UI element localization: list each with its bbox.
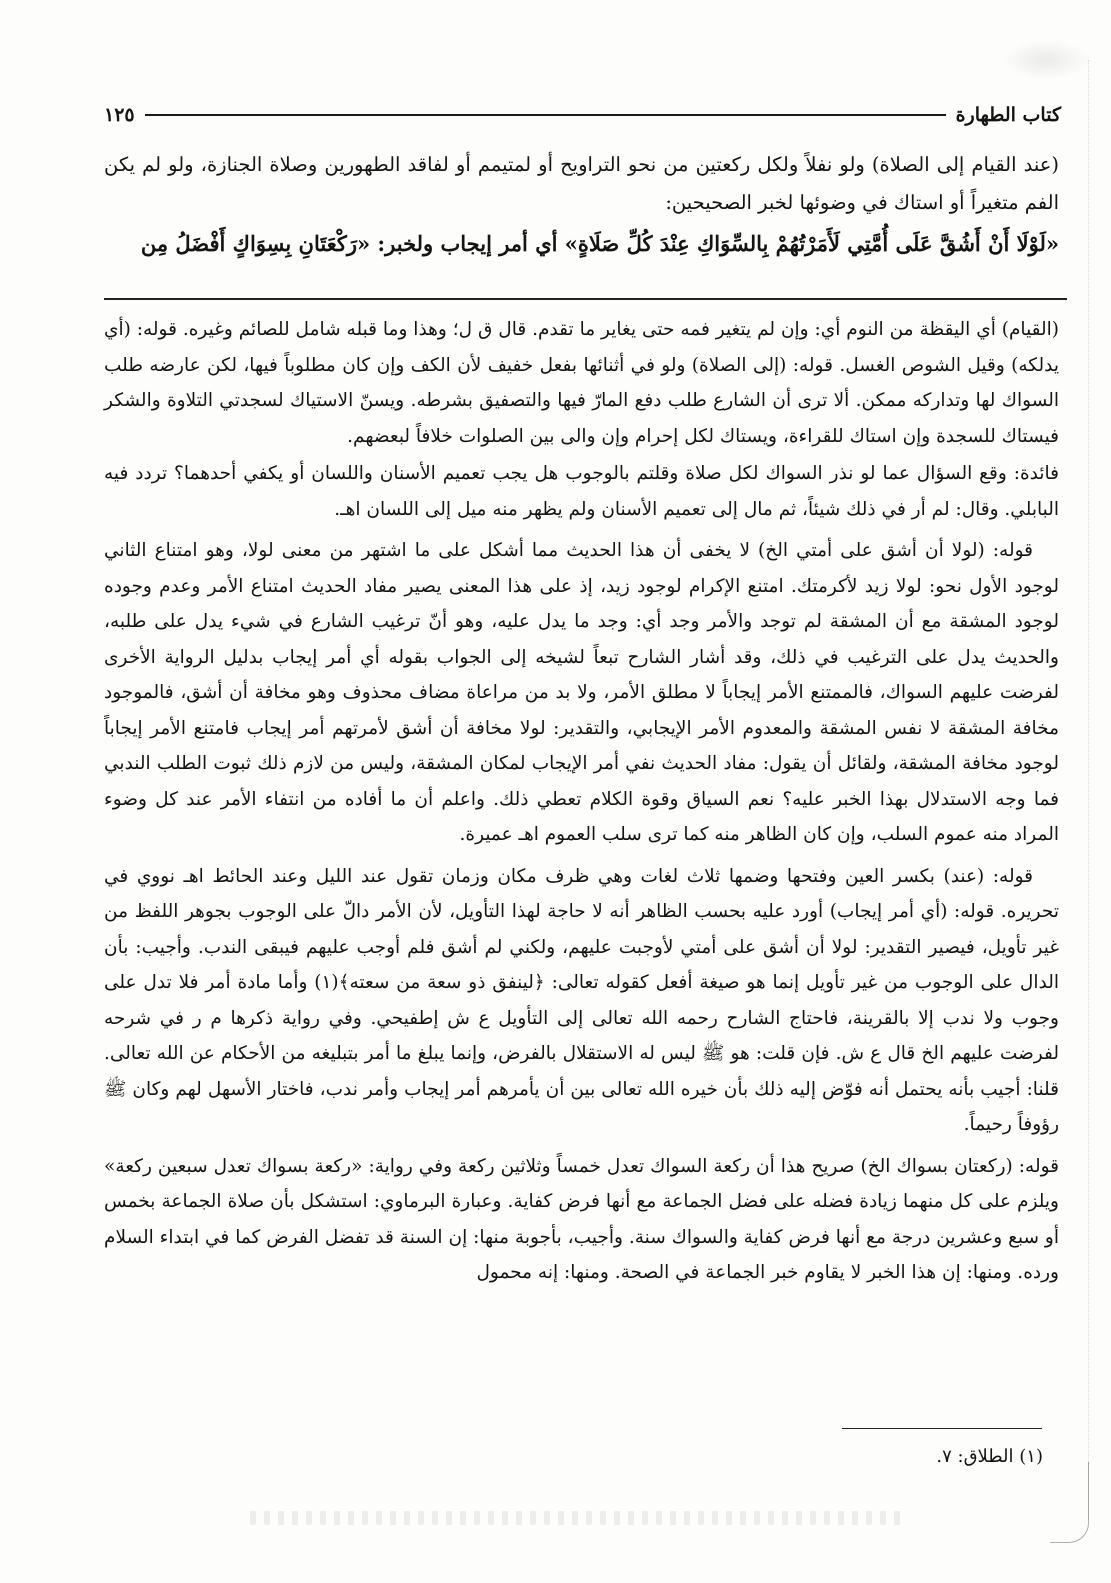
page-number: ١٢٥	[104, 104, 135, 126]
page-header	[104, 100, 1061, 130]
note-paragraph-2: فائدة: وقع السؤال عما لو نذر السواك لكل صلاة وقلتم بالوجوب هل يجب تعميم الأسنان واللسان أو يكفي أحدهما؟ تردد فيه البابلي. وقال: لم أر في ذلك شيئاً، ثم مال إلى تعميم الأسنان ولم يظهر منه ميل إلى اللسان اهـ.	[104, 463, 1059, 520]
main-text	[104, 146, 1059, 266]
note-paragraph-3: قوله: (لولا أن أشق على أمتي الخ) لا يخفى أن هذا الحديث مما أشكل على ما اشتهر من معنى لولا، وهو امتناع الثاني لوجود الأول نحو: لولا زيد لأكرمتك. امتنع الإكرام لوجود زيد، إذ على هذا المعنى يصير مفاد الحديث امتناع الأمر وعدم وجوده لوجود المشقة مع أن المشقة لم توجد والأمر وجد أي: وجد ما يدل عليه، وهو أنّ ترغيب الشارع في شيء يدل على طلبه، والحديث يدل على الترغيب في ذلك، وقد أشار الشارح تبعاً لشيخه إلى الجواب بقوله أي أمر إيجاب بدليل الرواية الأخرى لفرضت عليهم السواك، فالممتنع الأمر إيجاباً لا مطلق الأمر، ولا بد من مراعاة مضاف محذوف وهو مخافة أن أشق، فالموجود مخافة المشقة لا نفس المشقة والمعدوم الأمر الإيجابي، والتقدير: لولا مخافة أن أشق لأمرتهم أمر إيجاب فامتنع الأمر إيجاباً لوجود مخافة المشقة، ولقائل أن يقول: مفاد الحديث نفي أمر الإيجاب لمكان المشقة، وليس من لازم ذلك ثبوت الطلب الندبي فما وجه الاستدلال بهذا الخبر عليه؟ نعم السياق وقوة الكلام تعطي ذلك. واعلم أن ما أفاده من انتفاء الأمر عند كل وضوء المراد منه عموم السلب، وإن كان الظاهر منه كما ترى سلب العموم اهـ عميرة.	[104, 540, 1059, 845]
main-paragraph: (عند القيام إلى الصلاة) ولو نفلاً ولكل ركعتين من نحو التراويح أو لمتيمم أو لفاقد الطهورين وصلاة الجنازة، ولو لم يكن الفم متغيراً أو استاك في وضوئها لخبر الصحيحين:	[104, 153, 1059, 214]
scan-edge	[1088, 60, 1105, 1520]
main-commentary-divider	[104, 298, 1067, 300]
commentary-notes	[104, 312, 1059, 1297]
book-title: كتاب الطهارة	[955, 104, 1061, 126]
header-rule	[145, 114, 946, 116]
note-paragraph-5: قوله: (ركعتان بسواك الخ) صريح هذا أن ركعة السواك تعدل خمساً وثلاثين ركعة وفي رواية: «ركعة بسواك تعدل سبعين ركعة» ويلزم على كل منهما زيادة فضله على فضل الجماعة مع أنها فرض كفاية. وعبارة البرماوي: استشكل بأن صلاة الجماعة بخمس أو سبع وعشرين درجة مع أنها فرض كفاية والسواك سنة. وأجيب، بأجوبة منها: إن السنة قد تفضل الفرض كما في ابتداء السلام ورده. ومنها: إن هذا الخبر لا يقاوم خبر الجماعة في الصحة. ومنها: إنه محمول	[104, 1155, 1059, 1283]
footnote-rule	[842, 1428, 1042, 1429]
page-corner-mark	[1050, 1462, 1089, 1543]
scan-noise	[250, 1511, 900, 1525]
scan-smudge	[1001, 40, 1091, 80]
hadith-line: «لَوْلَا أَنْ أَشُقَّ عَلَى أُمَّتِي لَأَمَرْتُهُمْ بِالسِّوَاكِ عِنْدَ كُلِّ صَلَاةٍ» أي أمر إيجاب ولخبر: «رَكْعَتَانِ بِسِوَاكٍ أَفْضَلُ مِن	[140, 231, 1059, 256]
footnote: (١) الطلاق: ٧.	[936, 1446, 1043, 1467]
note-paragraph-4: قوله: (عند) بكسر العين وفتحها وضمها ثلاث لغات وهي ظرف مكان وزمان تقول عند الليل وعند الحائط اهـ نووي في تحريره. قوله: (أي أمر إيجاب) أورد عليه بحسب الظاهر أنه لا حاجة لهذا التأويل، لأن الأمر دالّ على الوجوب بجوهر اللفظ من غير تأويل، فيصير التقدير: لولا أن أشق على أمتي لأوجبت عليهم، ولكني لم أشق فلم أوجب عليهم فيبقى الندب. وأجيب: بأن الدال على الوجوب من غير تأويل إنما هو صيغة أفعل كقوله تعالى: ﴿لينفق ذو سعة من سعته﴾(١) وأما مادة أمر فلا تدل على وجوب ولا ندب إلا بالقرينة، فاحتاج الشارح رحمه الله تعالى إلى التأويل ع ش إطفيحي. وفي رواية ذكرها م ر في شرحه لفرضت عليهم الخ قال ع ش. فإن قلت: هو ﷺ ليس له الاستقلال بالفرض، وإنما يبلغ ما أمر بتبليغه من الأحكام عن الله تعالى. قلنا: أجيب بأنه يحتمل أنه فوّض إليه ذلك بأن خيره الله تعالى بين أن يأمرهم أمر إيجاب وأمر ندب، فاختار الأسهل لهم وكان ﷺ رؤوفاً رحيماً.	[104, 865, 1059, 1135]
note-paragraph-1: (القيام) أي اليقظة من النوم أي: وإن لم يتغير فمه حتى يغاير ما تقدم. قال ق ل؛ وهذا وما قبله شامل للصائم وغيره. قوله: (أي يدلكه) وقيل الشوص الغسل. قوله: (إلى الصلاة) ولو في أثنائها بفعل خفيف لأن الكف وإن كان مطلوباً فيها، لكن عارضه طلب السواك لها وتداركه ممكن. ألا ترى أن الشارع طلب دفع المارّ فيها والتصفيق بشرطه. ويسنّ الاستياك لسجدتي التلاوة والشكر فيستاك للسجدة وإن استاك للقراءة، ويستاك لكل إحرام وإن والى بين الصلوات خلافاً لبعضهم.	[104, 319, 1059, 447]
